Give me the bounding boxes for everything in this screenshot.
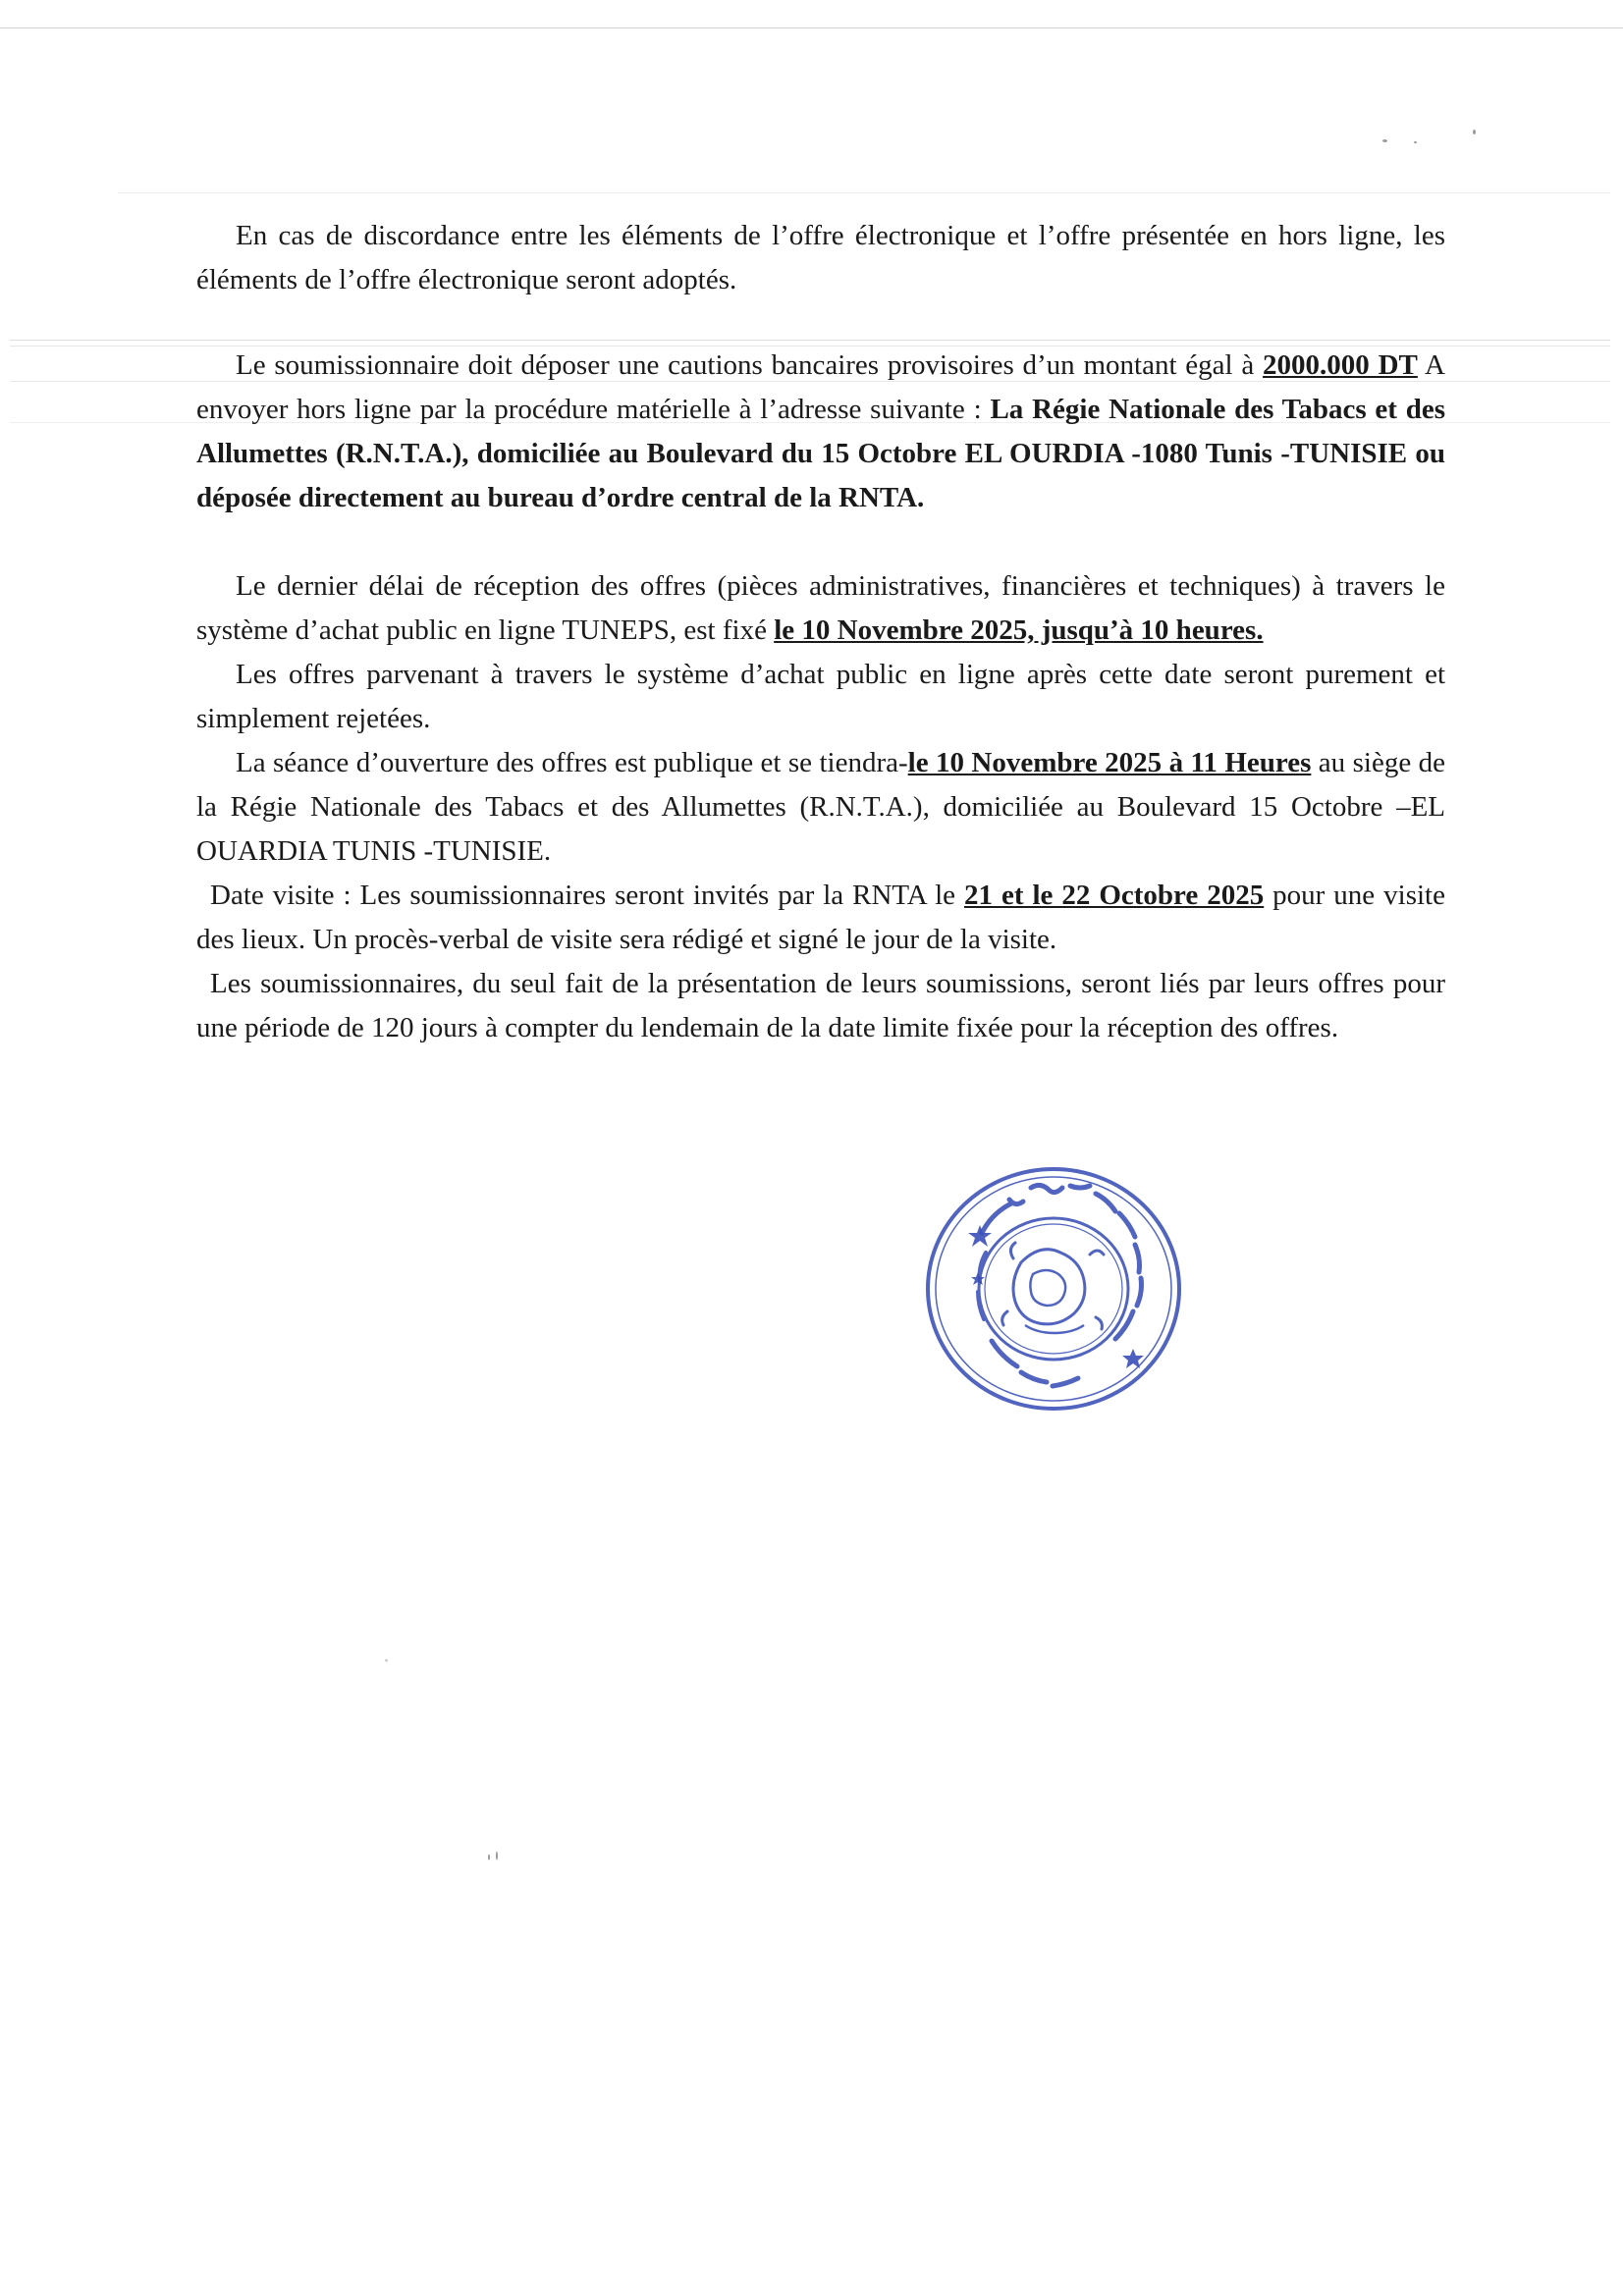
paragraph-text: pour une visite des lieux. Un procès-verbal de visite sera rédigé et signé le jour de la visite. <box>196 880 1445 955</box>
visit-dates: 21 et le 22 Octobre 2025 <box>964 880 1265 911</box>
paragraph-opening-session <box>196 741 1445 874</box>
paragraph-text: La séance d’ouverture des offres est publique et se tiendra- <box>236 747 908 778</box>
paragraph-site-visit <box>196 874 1445 962</box>
scan-speck <box>488 1854 490 1860</box>
paragraph-deadline <box>196 564 1445 653</box>
scan-speck <box>496 1851 498 1860</box>
paragraph-text: Les offres parvenant à travers le système d’achat public en ligne après cette date seront purement et simplement rejetées. <box>196 659 1445 734</box>
paragraph-text: A envoyer hors ligne par la procédure matérielle à l’adresse suivante : <box>196 349 1446 425</box>
paragraph-late-offers <box>196 653 1445 741</box>
paragraph-text: Le dernier délai de réception des offres (pièces administratives, financières et techniques) à travers le système d’achat public en ligne TUNEPS, est fixé <box>196 570 1445 646</box>
paragraph-validity <box>196 962 1445 1050</box>
scan-speck <box>1473 130 1476 134</box>
deadline-date: le 10 Novembre 2025, jusqu’à 10 heures. <box>774 614 1264 646</box>
opening-date: le 10 Novembre 2025 à 11 Heures <box>907 747 1312 778</box>
caution-amount: 2000.000 DT <box>1263 349 1418 381</box>
paragraph-discordance <box>196 214 1445 302</box>
delivery-address: La Régie Nationale des Tabacs et des Allumettes (R.N.T.A.), domiciliée au Boulevard du 15 Octobre EL OURDIA -1080 Tunis -TUNISIE ou déposée directement au bureau d’ordre central de la RNTA. <box>196 394 1446 513</box>
scan-artifact-line <box>0 27 1623 28</box>
scan-speck <box>1414 141 1417 143</box>
scan-speck <box>1382 139 1387 142</box>
official-seal-icon <box>923 1164 1184 1414</box>
paragraph-text: En cas de discordance entre les éléments de l’offre électronique et l’offre présentée en hors ligne, les éléments de l’offre électronique seront adoptés. <box>196 220 1445 295</box>
paragraph-text: au siège de la Régie Nationale des Tabacs et des Allumettes (R.N.T.A.), domiciliée au Boulevard 15 Octobre –EL OUARDIA TUNIS -TUNISIE. <box>196 747 1445 867</box>
paragraph-text: Date visite : Les soumissionnaires seront invités par la RNTA le <box>210 880 964 911</box>
scan-speck <box>385 1659 388 1662</box>
scan-artifact-line <box>118 192 1610 193</box>
paragraph-caution <box>196 344 1445 520</box>
paragraph-text: Les soumissionnaires, du seul fait de la présentation de leurs soumissions, seront liés par leurs offres pour une période de 120 jours à compter du lendemain de la date limite fixée pour la réception des offres. <box>196 968 1445 1043</box>
paragraph-text: Le soumissionnaire doit déposer une cautions bancaires provisoires d’un montant égal à <box>236 349 1264 381</box>
document-body <box>196 214 1445 1050</box>
